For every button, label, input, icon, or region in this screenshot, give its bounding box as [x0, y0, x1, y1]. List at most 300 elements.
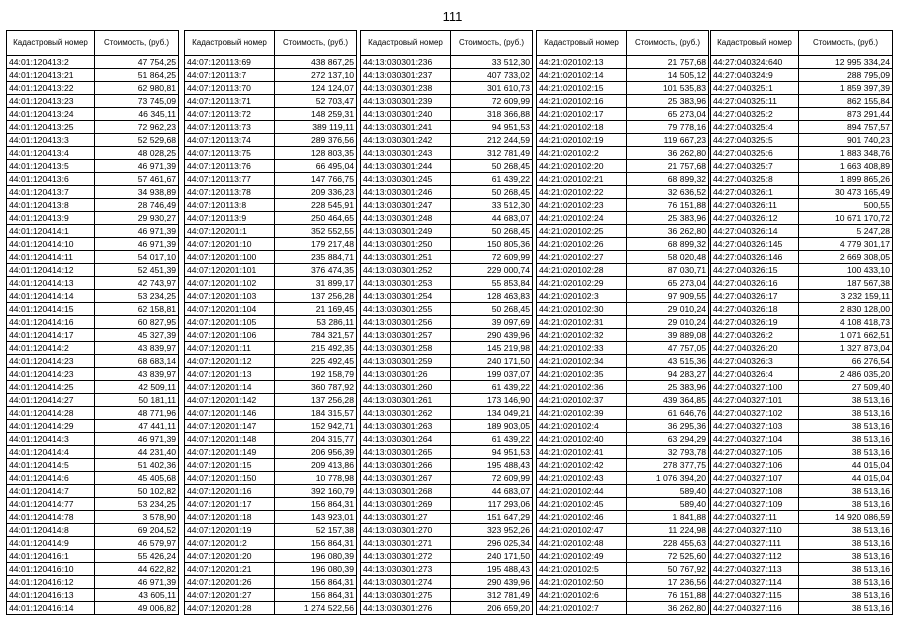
cadastral-number: 44:13:030301:236 [361, 56, 451, 69]
cost-value: 21 169,45 [275, 303, 357, 316]
table-row [185, 160, 357, 173]
table-row [711, 420, 893, 433]
cost-value: 184 315,57 [275, 407, 357, 420]
table-row [185, 225, 357, 238]
table-row [185, 407, 357, 420]
cost-value: 38 513,16 [799, 433, 893, 446]
cadastral-number: 44:01:120414:29 [7, 420, 95, 433]
cadastral-number: 44:13:030301:274 [361, 576, 451, 589]
cadastral-number: 44:01:120414:9 [7, 537, 95, 550]
cadastral-number: 44:13:030301:266 [361, 459, 451, 472]
table-row [711, 95, 893, 108]
cost-value: 156 864,31 [275, 576, 357, 589]
table-row [7, 264, 179, 277]
cost-value: 94 951,53 [451, 121, 533, 134]
table-row [185, 537, 357, 550]
table-row [361, 121, 533, 134]
cadastral-number: 44:13:030301:249 [361, 225, 451, 238]
cadastral-number: 44:27:040326:11 [711, 199, 799, 212]
table-row [537, 498, 709, 511]
table-row [7, 550, 179, 563]
table-row [537, 199, 709, 212]
cost-value: 79 778,16 [627, 121, 709, 134]
cost-value: 66 495,04 [275, 160, 357, 173]
cadastral-number: 44:21:020102:23 [537, 199, 627, 212]
table-row [361, 498, 533, 511]
cost-value: 3 232 159,11 [799, 290, 893, 303]
table-row [537, 563, 709, 576]
cadastral-number: 44:13:030301:265 [361, 446, 451, 459]
table-row [711, 355, 893, 368]
cadastral-number: 44:01:120414:3 [7, 433, 95, 446]
cadastral-number: 44:21:020102:18 [537, 121, 627, 134]
table-row [7, 290, 179, 303]
cost-value: 44 683,07 [451, 212, 533, 225]
table-row [711, 381, 893, 394]
table-row [361, 277, 533, 290]
cadastral-number: 44:07:120201:13 [185, 368, 275, 381]
cost-value: 100 433,10 [799, 264, 893, 277]
cost-value: 36 295,36 [627, 420, 709, 433]
cadastral-number: 44:27:040326:16 [711, 277, 799, 290]
cadastral-number: 44:21:020102:49 [537, 550, 627, 563]
header-cost: Стоимость, (руб.) [627, 31, 709, 56]
header-cadastral-number: Кадастровый номер [537, 31, 627, 56]
cadastral-number: 44:01:120414:78 [7, 511, 95, 524]
cadastral-number: 44:21:020102:26 [537, 238, 627, 251]
cost-value: 72 962,23 [95, 121, 179, 134]
cost-value: 318 366,88 [451, 108, 533, 121]
table-row [711, 524, 893, 537]
cost-value: 862 155,84 [799, 95, 893, 108]
cadastral-number: 44:13:030301:26 [361, 368, 451, 381]
cadastral-number: 44:13:030301:246 [361, 186, 451, 199]
cost-value: 44 683,07 [451, 485, 533, 498]
cadastral-number: 44:27:040327:106 [711, 459, 799, 472]
cadastral-number: 44:21:020102:32 [537, 329, 627, 342]
cost-value: 289 376,56 [275, 134, 357, 147]
cost-value: 323 952,26 [451, 524, 533, 537]
cadastral-number: 44:27:040326:146 [711, 251, 799, 264]
table-row [537, 303, 709, 316]
table-row [185, 56, 357, 69]
cadastral-number: 44:13:030301:241 [361, 121, 451, 134]
cadastral-number: 44:27:040327:108 [711, 485, 799, 498]
cadastral-number: 44:13:030301:243 [361, 147, 451, 160]
cadastral-number: 44:21:020102:47 [537, 524, 627, 537]
cadastral-number: 44:01:120413:22 [7, 82, 95, 95]
cadastral-number: 44:01:120414:2 [7, 342, 95, 355]
cadastral-number: 44:07:120201:106 [185, 329, 275, 342]
table-row [537, 238, 709, 251]
cost-value: 204 315,77 [275, 433, 357, 446]
cost-value: 54 017,10 [95, 251, 179, 264]
cadastral-number: 44:27:040325:1 [711, 82, 799, 95]
table-row [711, 485, 893, 498]
table-row [7, 160, 179, 173]
cost-value: 38 513,16 [799, 576, 893, 589]
cadastral-number: 44:21:020102:21 [537, 173, 627, 186]
cost-value: 38 513,16 [799, 485, 893, 498]
cost-value: 38 513,16 [799, 563, 893, 576]
table-row [361, 56, 533, 69]
cost-value: 4 779 301,17 [799, 238, 893, 251]
cost-value: 589,40 [627, 485, 709, 498]
cost-value: 38 513,16 [799, 420, 893, 433]
cost-value: 46 971,39 [95, 238, 179, 251]
table-row [7, 108, 179, 121]
table-row [361, 147, 533, 160]
cadastral-number: 44:13:030301:27 [361, 511, 451, 524]
cadastral-number: 44:07:120113:73 [185, 121, 275, 134]
cadastral-number: 44:01:120416:14 [7, 602, 95, 615]
table-row [185, 121, 357, 134]
cost-value: 94 283,27 [627, 368, 709, 381]
cadastral-number: 44:27:040326:145 [711, 238, 799, 251]
table-row [537, 589, 709, 602]
table-header-row [185, 31, 357, 56]
cadastral-number: 44:07:120201:16 [185, 485, 275, 498]
table-header-row [361, 31, 533, 56]
table-row [361, 160, 533, 173]
cadastral-number: 44:01:120413:25 [7, 121, 95, 134]
table-row [537, 407, 709, 420]
table-row [711, 277, 893, 290]
cost-value: 376 474,35 [275, 264, 357, 277]
cadastral-number: 44:07:120113:71 [185, 95, 275, 108]
cadastral-number: 44:27:040325:2 [711, 108, 799, 121]
table-row [711, 303, 893, 316]
table-row [537, 394, 709, 407]
table-row [537, 316, 709, 329]
cost-value: 152 942,71 [275, 420, 357, 433]
table-row [537, 355, 709, 368]
cadastral-number: 44:01:120414:1 [7, 225, 95, 238]
table-row [537, 108, 709, 121]
cadastral-number: 44:21:020102:33 [537, 342, 627, 355]
table-row [7, 225, 179, 238]
cadastral-number: 44:13:030301:260 [361, 381, 451, 394]
cost-value: 1 859 397,39 [799, 82, 893, 95]
table-row [711, 329, 893, 342]
cost-value: 31 899,17 [275, 277, 357, 290]
table-row [537, 537, 709, 550]
table-row [361, 225, 533, 238]
cadastral-number: 44:07:120201:11 [185, 342, 275, 355]
cadastral-number: 44:07:120201:105 [185, 316, 275, 329]
cost-value: 38 513,16 [799, 537, 893, 550]
cost-value: 312 781,49 [451, 147, 533, 160]
table-row [537, 212, 709, 225]
cost-value: 57 461,67 [95, 173, 179, 186]
table-row [7, 238, 179, 251]
cadastral-number: 44:21:020102:46 [537, 511, 627, 524]
table-row [361, 290, 533, 303]
cost-value: 44 015,04 [799, 472, 893, 485]
cadastral-number: 44:07:120201:100 [185, 251, 275, 264]
table-row [361, 251, 533, 264]
cadastral-number: 44:27:040326:15 [711, 264, 799, 277]
cadastral-number: 44:01:120414:25 [7, 381, 95, 394]
table-row [537, 368, 709, 381]
cost-value: 61 439,22 [451, 381, 533, 394]
cadastral-number: 44:13:030301:276 [361, 602, 451, 615]
cost-value: 1 841,88 [627, 511, 709, 524]
table-row [537, 329, 709, 342]
cadastral-number: 44:21:020102:30 [537, 303, 627, 316]
table-row [7, 69, 179, 82]
table-row [7, 95, 179, 108]
cadastral-number: 44:27:040326:14 [711, 225, 799, 238]
cadastral-number: 44:07:120113:77 [185, 173, 275, 186]
table-row [361, 355, 533, 368]
cost-value: 53 286,11 [275, 316, 357, 329]
cadastral-number: 44:01:120414:27 [7, 394, 95, 407]
cadastral-number: 44:01:120414:10 [7, 238, 95, 251]
cadastral-number: 44:21:020102:16 [537, 95, 627, 108]
table-row [537, 186, 709, 199]
cost-value: 72 609,99 [451, 95, 533, 108]
cadastral-number: 44:21:020102:6 [537, 589, 627, 602]
cadastral-number: 44:13:030301:250 [361, 238, 451, 251]
cadastral-number: 44:13:030301:253 [361, 277, 451, 290]
cost-value: 42 743,97 [95, 277, 179, 290]
cadastral-number: 44:27:040326:20 [711, 342, 799, 355]
table-row [7, 355, 179, 368]
cost-value: 63 294,29 [627, 433, 709, 446]
cadastral-number: 44:01:120414:7 [7, 485, 95, 498]
table-column-4 [536, 30, 709, 615]
cadastral-number: 44:13:030301:271 [361, 537, 451, 550]
table-row [361, 446, 533, 459]
cost-value: 12 995 334,24 [799, 56, 893, 69]
cost-value: 4 108 418,73 [799, 316, 893, 329]
cost-value: 46 579,97 [95, 537, 179, 550]
table-row [7, 459, 179, 472]
table-row [537, 420, 709, 433]
table-row [361, 186, 533, 199]
table-row [361, 173, 533, 186]
cadastral-table [710, 30, 893, 615]
cadastral-number: 44:07:120201:150 [185, 472, 275, 485]
cadastral-number: 44:07:120113:78 [185, 186, 275, 199]
table-column-3 [360, 30, 533, 615]
header-cadastral-number: Кадастровый номер [711, 31, 799, 56]
cadastral-number: 44:27:040325:11 [711, 95, 799, 108]
cost-value: 240 171,50 [451, 355, 533, 368]
table-row [361, 511, 533, 524]
cost-value: 69 204,52 [95, 524, 179, 537]
cadastral-number: 44:21:020102:29 [537, 277, 627, 290]
cost-value: 72 525,60 [627, 550, 709, 563]
cadastral-number: 44:27:040327:102 [711, 407, 799, 420]
cost-value: 288 795,09 [799, 69, 893, 82]
cadastral-number: 44:07:120201:1 [185, 225, 275, 238]
cadastral-number: 44:01:120413:9 [7, 212, 95, 225]
cadastral-number: 44:01:120414:4 [7, 446, 95, 459]
header-cost: Стоимость, (руб.) [799, 31, 893, 56]
table-row [537, 173, 709, 186]
cost-value: 240 171,50 [451, 550, 533, 563]
table-row [711, 459, 893, 472]
table-row [361, 134, 533, 147]
table-row [537, 160, 709, 173]
cost-value: 500,55 [799, 199, 893, 212]
cadastral-number: 44:21:020102:45 [537, 498, 627, 511]
cadastral-number: 44:21:020102:7 [537, 602, 627, 615]
cost-value: 173 146,90 [451, 394, 533, 407]
cadastral-number: 44:13:030301:257 [361, 329, 451, 342]
cadastral-number: 44:27:040327:109 [711, 498, 799, 511]
cost-value: 50 268,45 [451, 186, 533, 199]
cost-value: 55 853,84 [451, 277, 533, 290]
table-row [361, 238, 533, 251]
cost-value: 392 160,79 [275, 485, 357, 498]
table-row [361, 212, 533, 225]
cadastral-number: 44:21:020102:40 [537, 433, 627, 446]
cadastral-number: 44:01:120414:12 [7, 264, 95, 277]
table-row [361, 537, 533, 550]
table-row [537, 56, 709, 69]
cost-value: 29 010,24 [627, 316, 709, 329]
cadastral-number: 44:07:120201:17 [185, 498, 275, 511]
cadastral-number: 44:27:040326:19 [711, 316, 799, 329]
cadastral-number: 44:01:120413:21 [7, 69, 95, 82]
cadastral-number: 44:21:020102:4 [537, 420, 627, 433]
cadastral-number: 44:27:040327:115 [711, 589, 799, 602]
table-header-row [7, 31, 179, 56]
cost-value: 46 971,39 [95, 160, 179, 173]
cost-value: 589,40 [627, 498, 709, 511]
header-cadastral-number: Кадастровый номер [185, 31, 275, 56]
table-row [7, 589, 179, 602]
cost-value: 156 864,31 [275, 498, 357, 511]
cost-value: 49 006,82 [95, 602, 179, 615]
table-row [361, 589, 533, 602]
cost-value: 439 364,85 [627, 394, 709, 407]
table-row [361, 459, 533, 472]
cost-value: 58 020,48 [627, 251, 709, 264]
cost-value: 68 899,32 [627, 173, 709, 186]
table-row [361, 316, 533, 329]
cadastral-number: 44:13:030301:263 [361, 420, 451, 433]
cost-value: 32 793,78 [627, 446, 709, 459]
cost-value: 68 683,14 [95, 355, 179, 368]
cadastral-number: 44:07:120201:28 [185, 602, 275, 615]
table-row [7, 576, 179, 589]
table-row [361, 95, 533, 108]
cost-value: 784 321,57 [275, 329, 357, 342]
table-row [185, 264, 357, 277]
table-row [185, 459, 357, 472]
table-row [711, 69, 893, 82]
cost-value: 389 119,11 [275, 121, 357, 134]
cost-value: 46 971,39 [95, 576, 179, 589]
cost-value: 290 439,96 [451, 329, 533, 342]
cadastral-number: 44:27:040327:112 [711, 550, 799, 563]
table-row [537, 446, 709, 459]
cadastral-number: 44:07:120201:148 [185, 433, 275, 446]
cadastral-number: 44:07:120201:27 [185, 589, 275, 602]
cost-value: 296 025,34 [451, 537, 533, 550]
header-cadastral-number: Кадастровый номер [7, 31, 95, 56]
table-header-row [537, 31, 709, 56]
table-row [711, 108, 893, 121]
cadastral-number: 44:21:020102:27 [537, 251, 627, 264]
cost-value: 179 217,48 [275, 238, 357, 251]
table-row [7, 563, 179, 576]
cadastral-number: 44:21:020102:13 [537, 56, 627, 69]
cost-value: 48 028,25 [95, 147, 179, 160]
cost-value: 225 492,45 [275, 355, 357, 368]
table-row [7, 251, 179, 264]
cost-value: 272 137,10 [275, 69, 357, 82]
cadastral-number: 44:21:020102:3 [537, 290, 627, 303]
cost-value: 147 766,75 [275, 173, 357, 186]
table-row [711, 472, 893, 485]
cadastral-table [360, 30, 533, 615]
table-row [185, 238, 357, 251]
cost-value: 76 151,88 [627, 199, 709, 212]
table-row [7, 485, 179, 498]
cost-value: 52 703,47 [275, 95, 357, 108]
cost-value: 61 646,76 [627, 407, 709, 420]
cost-value: 34 938,89 [95, 186, 179, 199]
cost-value: 36 262,80 [627, 602, 709, 615]
cost-value: 199 037,07 [451, 368, 533, 381]
cost-value: 73 745,09 [95, 95, 179, 108]
table-row [185, 147, 357, 160]
cost-value: 119 667,23 [627, 134, 709, 147]
cost-value: 189 903,05 [451, 420, 533, 433]
table-row [537, 550, 709, 563]
cadastral-number: 44:21:020102:28 [537, 264, 627, 277]
cadastral-number: 44:13:030301:242 [361, 134, 451, 147]
cost-value: 65 273,04 [627, 277, 709, 290]
table-row [361, 485, 533, 498]
table-column-1 [6, 30, 179, 615]
cost-value: 38 513,16 [799, 446, 893, 459]
table-row [7, 472, 179, 485]
table-row [7, 199, 179, 212]
table-row [185, 524, 357, 537]
cost-value: 38 513,16 [799, 550, 893, 563]
cadastral-number: 44:21:020102:39 [537, 407, 627, 420]
table-header-row [711, 31, 893, 56]
table-row [711, 511, 893, 524]
table-row [711, 212, 893, 225]
cost-value: 47 757,05 [627, 342, 709, 355]
header-cost: Стоимость, (руб.) [95, 31, 179, 56]
cost-value: 38 513,16 [799, 524, 893, 537]
cost-value: 11 224,98 [627, 524, 709, 537]
cadastral-number: 44:27:040325:5 [711, 134, 799, 147]
cost-value: 1 327 873,04 [799, 342, 893, 355]
cost-value: 33 512,30 [451, 199, 533, 212]
cadastral-number: 44:07:120113:70 [185, 82, 275, 95]
cost-value: 1 071 662,51 [799, 329, 893, 342]
cost-value: 29 010,24 [627, 303, 709, 316]
table-row [537, 121, 709, 134]
cadastral-number: 44:07:120113:69 [185, 56, 275, 69]
table-row [711, 498, 893, 511]
cadastral-number: 44:01:120414:6 [7, 472, 95, 485]
cadastral-number: 44:21:020102:5 [537, 563, 627, 576]
table-row [7, 121, 179, 134]
cost-value: 21 757,68 [627, 56, 709, 69]
cadastral-number: 44:07:120201:103 [185, 290, 275, 303]
table-row [185, 355, 357, 368]
